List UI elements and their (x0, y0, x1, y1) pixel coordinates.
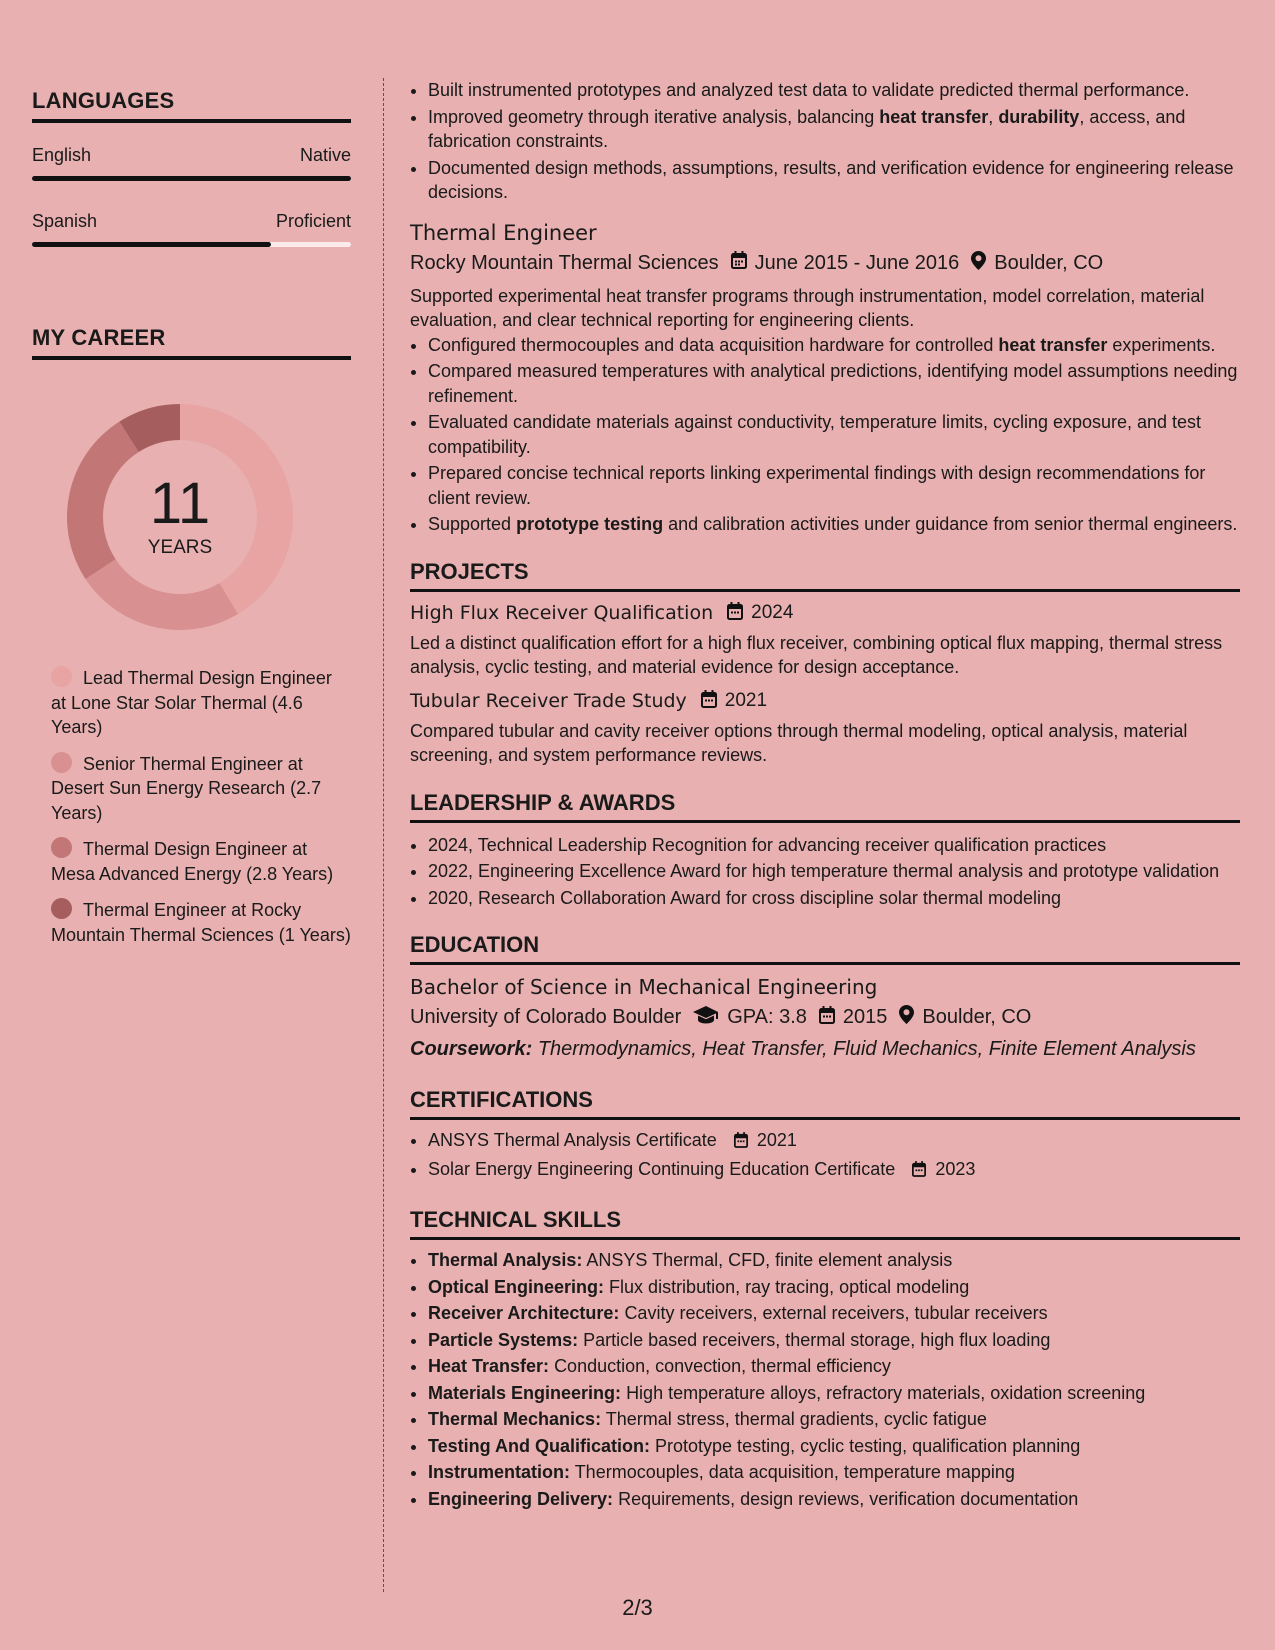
skill-category: Receiver Architecture: (428, 1303, 620, 1323)
certification-item (428, 1157, 1240, 1184)
job-location: Boulder, CO (994, 251, 1104, 274)
job-title: Thermal Engineer (410, 220, 597, 245)
skill-values: Cavity receivers, external receivers, tubular receivers (624, 1303, 1048, 1323)
legend-item: Lead Thermal Design Engineer at Lone Star Solar Thermal (4.6 Years) (51, 668, 332, 737)
bullet-item: • Improved geometry through iterative analysis, balancing heat transfer, durability, access, and fabrication constraints. (428, 105, 1240, 154)
job-dates: June 2015 - June 2016 (754, 251, 960, 274)
coursework (410, 1038, 1240, 1061)
skill-values: Thermal stress, thermal gradients, cyclic fatigue (605, 1409, 987, 1429)
skill-category: Engineering Delivery: (428, 1488, 614, 1509)
bullet-item: • Evaluated candidate materials against conductivity, temperature limits, cycling exposure, and test compatibility. (428, 410, 1240, 459)
career-donut-chart (67, 404, 293, 630)
award-item: • 2024, Technical Leadership Recognition for advancing receiver qualification practices (428, 833, 1240, 858)
language-name: Spanish (32, 211, 98, 231)
skill-category: Instrumentation: (428, 1462, 570, 1482)
bullet-item: • Built instrumented prototypes and analyzed test data to validate predicted thermal performance. (428, 78, 1240, 103)
education-location: Boulder, CO (922, 1006, 1032, 1028)
language-level-bar (32, 176, 351, 181)
coursework-label: Coursework: (410, 1038, 533, 1060)
career-section (32, 325, 351, 947)
skill-category: Thermal Analysis: (428, 1250, 583, 1270)
project-item (410, 602, 1240, 680)
bullet-item: • Configured thermocouples and data acquisition hardware for controlled heat transfer experiments. (428, 333, 1240, 358)
graduation-cap-icon (693, 1006, 719, 1030)
award-item: • 2020, Research Collaboration Award for cross discipline solar thermal modeling (428, 886, 1240, 911)
job-summary: Supported experimental heat transfer programs through instrumentation, model correlation, material evaluation, and clear technical reporting for engineering clients. (410, 285, 1205, 330)
column-divider (383, 78, 384, 1592)
legend-dot (51, 837, 72, 858)
bullet-item: • Supported prototype testing and calibration activities under guidance from senior thermal engineers. (428, 512, 1240, 537)
legend-item: Thermal Engineer at Rocky Mountain Thermal Sciences (1 Years) (51, 900, 351, 945)
gpa: GPA: 3.8 (727, 1006, 807, 1028)
language-level-fill (32, 176, 351, 181)
calendar-icon (734, 1130, 748, 1155)
project-description: Compared tubular and cavity receiver options through thermal modeling, optical analysis, material screening, and system performance reviews. (410, 720, 1188, 765)
degree: Bachelor of Science in Mechanical Engineering (410, 975, 878, 999)
certification-year: 2021 (756, 1130, 797, 1150)
skill-item (428, 1407, 1240, 1432)
skill-values: Conduction, convection, thermal efficiency (554, 1356, 891, 1376)
job-bullets (410, 333, 1240, 537)
location-pin-icon (899, 1005, 914, 1030)
project-name: Tubular Receiver Trade Study (410, 690, 687, 712)
language-level: Proficient (275, 211, 351, 231)
project-description: Led a distinct qualification effort for a high flux receiver, combining optical flux mapping, thermal stress analysis, cyclic testing, and material evidence for design acceptance. (410, 632, 1223, 677)
skill-category: Optical Engineering: (428, 1276, 605, 1297)
skill-values: Requirements, design reviews, verification documentation (618, 1488, 1079, 1509)
job-entry (410, 221, 1240, 537)
language-level: Native (299, 145, 351, 165)
language-spanish (32, 211, 351, 247)
skill-item (428, 1301, 1240, 1326)
skill-item (428, 1434, 1240, 1459)
location-pin-icon (971, 251, 986, 276)
left-column (32, 88, 351, 959)
legend-item: Thermal Design Engineer at Mesa Advanced Energy (2.8 Years) (51, 839, 334, 884)
career-years-label: YEARS (147, 537, 213, 558)
project-year: 2024 (751, 602, 794, 623)
skill-category: Heat Transfer: (428, 1356, 550, 1376)
skill-values: Thermocouples, data acquisition, temperature mapping (574, 1462, 1015, 1482)
award-item: • 2022, Engineering Excellence Award for high temperature thermal analysis and prototype validation (428, 859, 1240, 884)
bullet-item: • Prepared concise technical reports linking experimental findings with design recommendations for client review. (428, 461, 1240, 510)
awards-list (410, 833, 1240, 911)
language-name: English (32, 145, 92, 165)
certification-year: 2023 (935, 1158, 976, 1179)
skill-item (428, 1275, 1240, 1300)
calendar-icon (727, 602, 743, 625)
education-entry (410, 975, 1240, 1061)
experience-continued-bullets (410, 78, 1240, 205)
legend-dot (51, 666, 72, 687)
languages-title: LANGUAGES (32, 88, 351, 123)
language-level-bar (32, 242, 351, 247)
education-title: EDUCATION (410, 932, 1240, 965)
project-name: High Flux Receiver Qualification (410, 602, 714, 624)
skill-values: Flux distribution, ray tracing, optical modeling (609, 1276, 970, 1297)
calendar-icon (731, 251, 747, 275)
skill-category: Materials Engineering: (428, 1382, 622, 1403)
job-meta (410, 251, 1240, 276)
skill-item (428, 1248, 1240, 1273)
career-legend (51, 666, 351, 947)
legend-item: Senior Thermal Engineer at Desert Sun Energy Research (2.7 Years) (51, 753, 322, 823)
page-number: 2/3 (622, 1595, 653, 1620)
language-level-fill (32, 242, 271, 247)
school-name: University of Colorado Boulder (410, 1006, 682, 1028)
graduation-year: 2015 (842, 1006, 888, 1028)
certification-name: Solar Energy Engineering Continuing Education Certificate (428, 1158, 896, 1179)
skill-item (428, 1381, 1240, 1406)
skill-values: High temperature alloys, refractory materials, oxidation screening (626, 1382, 1146, 1403)
bullet-item: • Documented design methods, assumptions, results, and verification evidence for engineering release decisions. (428, 156, 1240, 205)
right-column (410, 78, 1240, 1513)
career-total-years: 11 (149, 471, 211, 536)
calendar-icon (912, 1159, 926, 1184)
skills-list (410, 1248, 1240, 1511)
skill-item (428, 1460, 1240, 1485)
coursework-list: Thermodynamics, Heat Transfer, Fluid Mechanics, Finite Element Analysis (537, 1038, 1196, 1060)
skill-category: Particle Systems: (428, 1329, 579, 1350)
certifications-title: CERTIFICATIONS (410, 1087, 1240, 1120)
certifications-list (410, 1128, 1240, 1183)
skill-values: Prototype testing, cyclic testing, qualification planning (655, 1435, 1081, 1456)
projects-title: PROJECTS (410, 559, 1240, 592)
skill-values: ANSYS Thermal, CFD, finite element analysis (586, 1250, 953, 1270)
skill-category: Thermal Mechanics: (428, 1409, 602, 1429)
education-meta (410, 1005, 1240, 1030)
project-year: 2021 (724, 690, 768, 711)
bullet-item: • Compared measured temperatures with analytical predictions, identifying model assumptions needing refinement. (428, 359, 1240, 408)
skills-title: TECHNICAL SKILLS (410, 1207, 1240, 1240)
calendar-icon (819, 1006, 835, 1030)
career-title: MY CAREER (32, 325, 351, 360)
skill-category: Testing And Qualification: (428, 1435, 650, 1456)
certification-item (428, 1128, 1240, 1155)
skill-item (428, 1487, 1240, 1512)
legend-dot (51, 898, 72, 919)
skill-item (428, 1354, 1240, 1379)
awards-title: LEADERSHIP & AWARDS (410, 790, 1240, 823)
job-company: Rocky Mountain Thermal Sciences (410, 251, 719, 274)
skill-item (428, 1328, 1240, 1353)
certification-name: ANSYS Thermal Analysis Certificate (428, 1130, 717, 1150)
project-item (410, 690, 1240, 768)
calendar-icon (701, 690, 717, 713)
skill-values: Particle based receivers, thermal storage, high flux loading (583, 1329, 1051, 1350)
language-english (32, 145, 351, 181)
legend-dot (51, 752, 72, 773)
